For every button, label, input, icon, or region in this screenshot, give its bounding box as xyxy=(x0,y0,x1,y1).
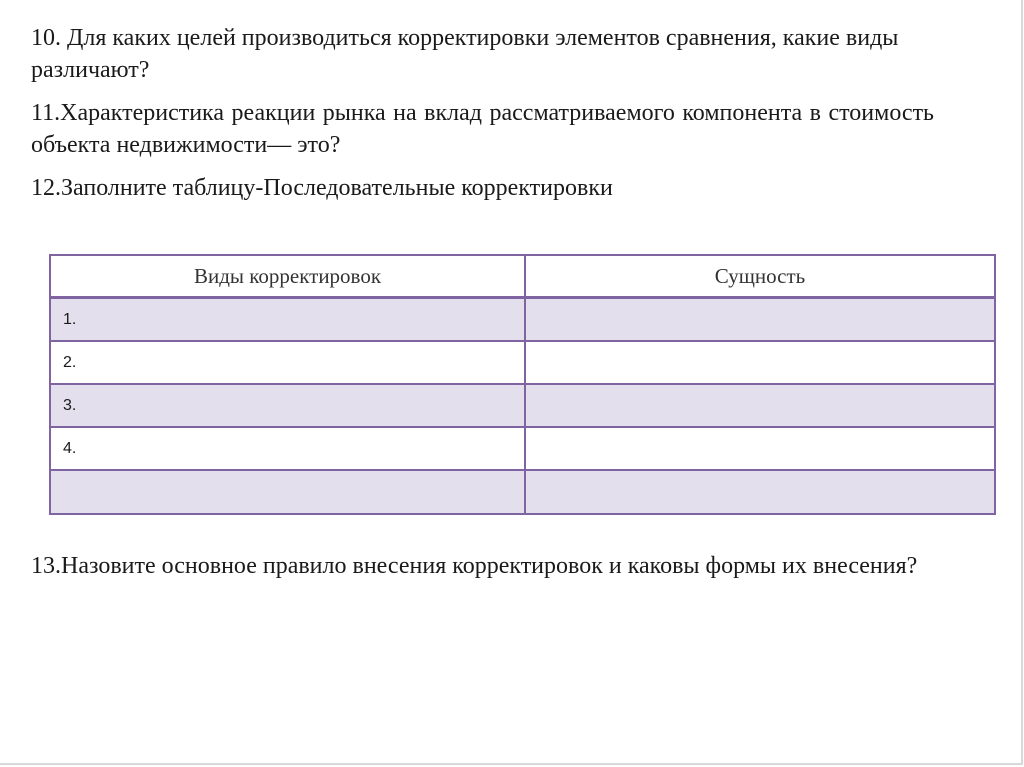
table-row xyxy=(51,385,994,428)
table-header-row xyxy=(51,256,994,299)
table-cell-essence xyxy=(526,299,994,340)
adjustments-table xyxy=(49,254,996,515)
table-row xyxy=(51,471,994,513)
question-10: 10. Для каких целей производиться корректировки элементов сравнения, какие виды различают? xyxy=(31,25,899,83)
question-12: 12.Заполните таблицу-Последовательные корректировки xyxy=(31,175,613,201)
table-row xyxy=(51,428,994,471)
table-cell-type: 4. xyxy=(51,428,526,469)
header-cell-adjustment-types: Виды корректировок xyxy=(51,256,526,296)
header-cell-essence: Сущность xyxy=(714,263,806,288)
table-cell-essence xyxy=(526,471,994,513)
question-11: 11.Характеристика реакции рынка на вклад рассматриваемого компонента в стоимость объекта недвижимости— это? xyxy=(31,100,934,158)
table-cell-essence xyxy=(526,385,994,426)
table-cell-type: 3. xyxy=(51,385,526,426)
table-cell-essence xyxy=(526,428,994,469)
table-cell-type: 1. xyxy=(51,299,526,340)
question-13: 13.Назовите основное правило внесения корректировок и каковы формы их внесения? xyxy=(31,553,918,579)
table-row xyxy=(51,299,994,342)
table-cell-essence xyxy=(526,342,994,383)
table-row xyxy=(51,342,994,385)
table-cell-type: 2. xyxy=(51,342,526,383)
table-cell-type xyxy=(51,471,526,513)
